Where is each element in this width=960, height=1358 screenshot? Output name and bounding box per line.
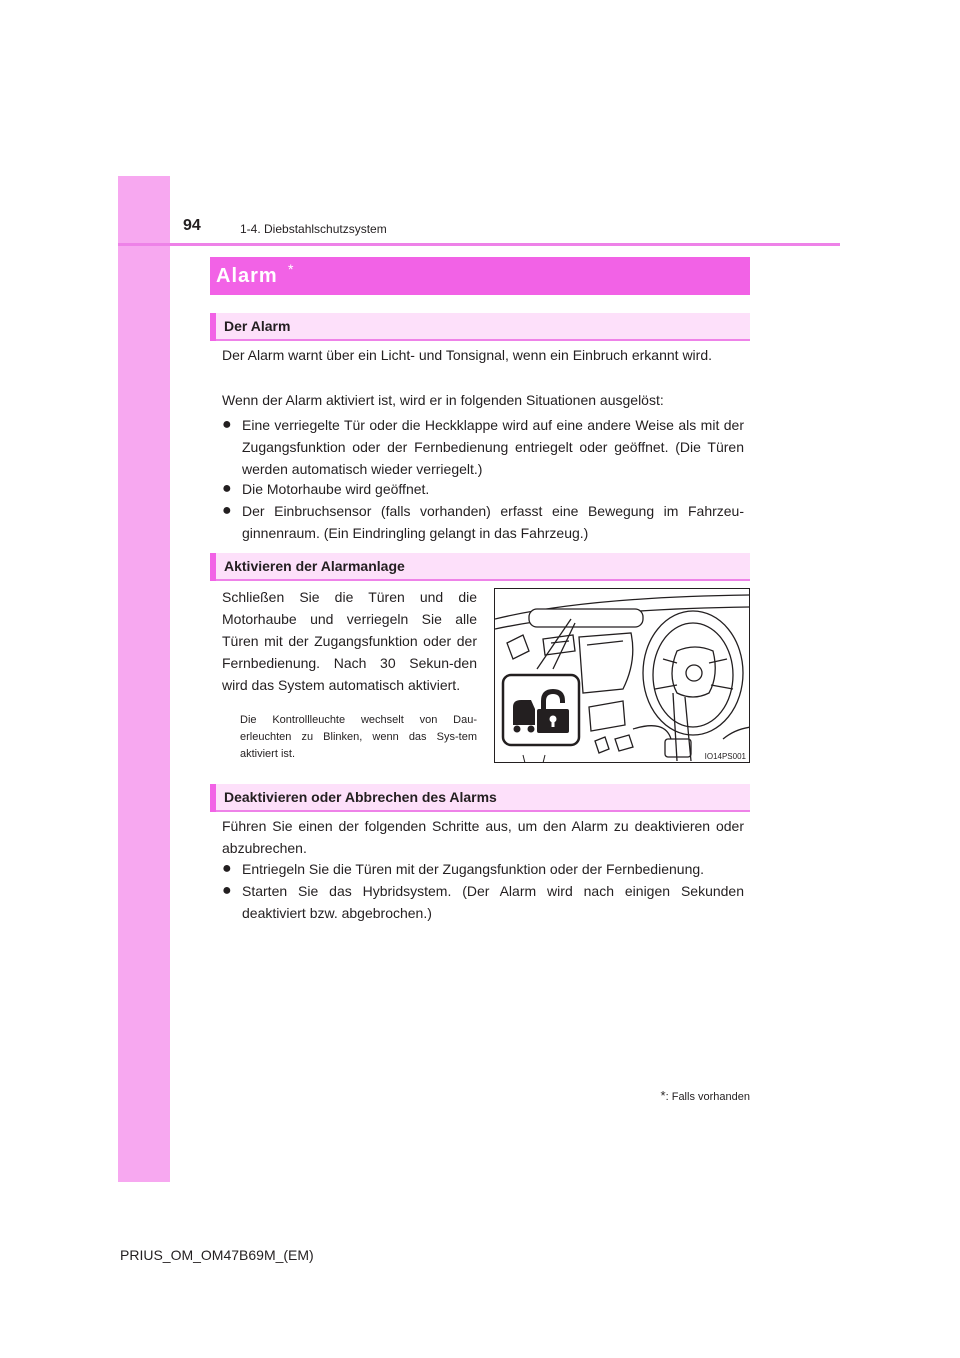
aktivieren-text: Schließen Sie die Türen und die Motorhaube und verriegeln Sie alle Türen mit der Zugangsfunktion oder der Fernbedienung. Nach 30 Sekun-den wird das System automatisch aktiviert. [222, 589, 477, 693]
dashboard-drawing [495, 589, 750, 763]
subheading-der-alarm-text: Der Alarm [224, 318, 291, 334]
header-rule [118, 243, 840, 246]
subheading-aktivieren [210, 553, 750, 581]
page-number: 94 [183, 217, 201, 234]
section-path: 1-4. Diebstahlschutzsystem [240, 222, 387, 236]
title-asterisk: * [288, 261, 294, 277]
list-item-text: Eine verriegelte Tür oder die Heckklappe wird auf eine andere Weise als mit der Zugangsfunktion oder der Fernbedienung entriegelt oder geöffnet. (Die Türen werden automatisch wieder verriegelt.) [242, 417, 744, 477]
page-title: Alarm [216, 265, 278, 287]
footnote-text: : Falls vorhanden [665, 1091, 750, 1103]
figure-code: IO14PS001 [704, 752, 746, 761]
der-alarm-intro: Der Alarm warnt über ein Licht- und Tonsignal, wenn ein Einbruch erkannt wird. [222, 347, 712, 363]
aktivieren-note: Die Kontrollleuchte wechselt von Dau-erleuchten zu Blinken, wenn das Sys-tem aktiviert ist. [240, 714, 477, 760]
bullet-icon: ● [222, 860, 232, 877]
footnote-asterisk: * [660, 1088, 666, 1103]
bullet-icon: ● [222, 416, 232, 433]
subheading-deaktivieren-text: Deaktivieren oder Abbrechen des Alarms [224, 789, 497, 805]
bullet-icon: ● [222, 502, 232, 519]
bullet-icon: ● [222, 882, 232, 899]
subheading-der-alarm [210, 313, 750, 341]
list-item-text: Starten Sie das Hybridsystem. (Der Alarm wird nach einigen Sekunden deaktiviert bzw. abgebrochen.) [242, 883, 744, 921]
dashboard-illustration [494, 588, 750, 763]
list-item-text: Entriegeln Sie die Türen mit der Zugangsfunktion oder der Fernbedienung. [242, 861, 705, 877]
side-bar [118, 176, 170, 1182]
der-alarm-lead: Wenn der Alarm aktiviert ist, wird er in folgenden Situationen ausgelöst: [222, 392, 664, 408]
subheading-aktivieren-text: Aktivieren der Alarmanlage [224, 558, 405, 574]
footnote [620, 1088, 750, 1103]
bullet-icon: ● [222, 480, 232, 497]
subheading-deaktivieren [210, 784, 750, 812]
deaktivieren-intro: Führen Sie einen der folgenden Schritte aus, um den Alarm zu deaktivieren oder abzubrechen. [222, 818, 744, 856]
list-item-text: Die Motorhaube wird geöffnet. [242, 481, 430, 497]
title-bar [210, 257, 750, 295]
footer-doc-id: PRIUS_OM_OM47B69M_(EM) [120, 1247, 314, 1263]
list-item-text: Der Einbruchsensor (falls vorhanden) erfasst eine Bewegung im Fahrzeu-ginnenraum. (Ein Eindringling gelangt in das Fahrzeug.) [242, 503, 744, 541]
